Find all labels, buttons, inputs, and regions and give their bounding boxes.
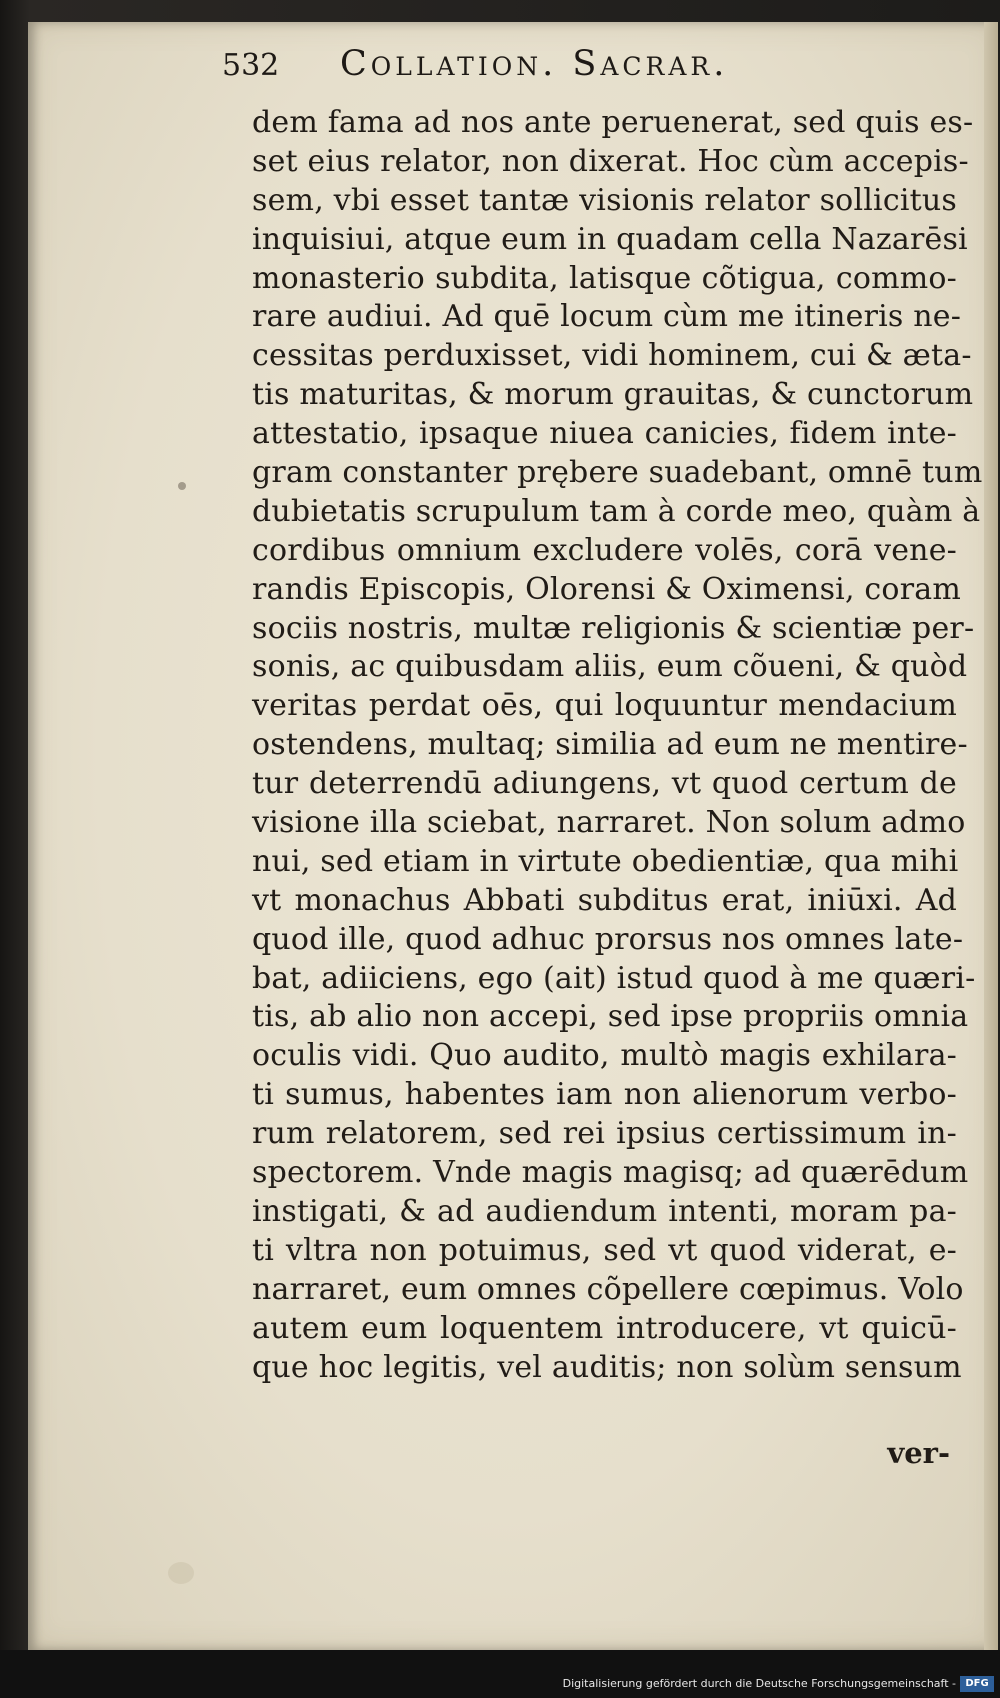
text-line: oculis vidi. Quo audito, multò magis exhilara- [252,1038,957,1074]
text-line: rum relatorem, sed rei ipsius certissimum in- [252,1116,957,1152]
text-line: inquisiui, atque eum in quadam cella Nazarēsi [252,221,968,257]
ink-speck [178,482,186,490]
text-line: attestatio, ipsaque niuea canicies, fidem inte- [252,416,957,452]
funding-credit: Digitalisierung gefördert durch die Deutsche Forschungsgemeinschaft - [562,1677,956,1690]
text-line: tur deterrendū adiungens, vt quod certum de [252,766,957,802]
text-line: narraret, eum omnes cõpellere cœpimus. Volo [252,1271,964,1307]
body-text [252,104,983,1387]
text-line: quod ille, quod adhuc prorsus nos omnes late- [252,921,964,957]
text-line: spectorem. Vnde magis magisq; ad quærēdum [252,1155,969,1191]
text-line: veritas perdat oēs, qui loquuntur mendacium [252,688,957,724]
text-line: rare audiui. Ad quē locum cùm me itineris ne- [252,299,962,335]
text-line: dubietatis scrupulum tam à corde meo, quàm à [252,493,981,529]
text-line: sociis nostris, multæ religionis & scientiæ per- [252,610,975,646]
text-line: nui, sed etiam in virtute obedientiæ, qua mihi [252,843,959,879]
text-line: ostendens, multaq; similia ad eum ne mentire- [252,727,968,763]
text-line: randis Episcopis, Olorensi & Oximensi, coram [252,571,961,607]
text-line: instigati, & ad audiendum intenti, moram pa- [252,1193,957,1229]
paper-stain [168,1562,194,1584]
text-line: sem, vbi esset tantæ visionis relator sollicitus [252,182,957,218]
text-line: vt monachus Abbati subditus erat, iniūxi. Ad [252,882,957,918]
text-line: cordibus omnium excludere volēs, corā vene- [252,532,957,568]
text-line: cessitas perduxisset, vidi hominem, cui & ætа- [252,338,972,374]
text-line: tis maturitas, & morum grauitas, & cunctorum [252,377,974,413]
text-line: gram constanter prębere suadebant, omnē tum [252,455,983,491]
text-line: ti vltra non potuimus, sed vt quod viderat, e- [252,1232,957,1268]
catchword: ver- [887,1436,950,1470]
text-line: que hoc legitis, vel auditis; non solùm sensum [252,1349,962,1385]
text-line: bat, adiiciens, ego (ait) istud quod à me quæri- [252,960,976,996]
text-line: ti sumus, habentes iam non alienorum verbo- [252,1077,957,1113]
text-line: dem fama ad nos ante peruenerat, sed quis es- [252,105,974,140]
text-line: monasterio subdita, latisque cõtigua, commo- [252,260,957,296]
digitization-footer [0,1650,1000,1698]
page-header [222,44,942,94]
dfg-logo: DFG [960,1676,994,1692]
running-head: Collation. Sacrar. [340,44,729,84]
folio-number: 532 [222,48,280,83]
text-line: set eius relator, non dixerat. Hoc cùm accepis- [252,143,969,179]
text-line: tis, ab alio non accepi, sed ipse propriis omnia [252,999,969,1035]
page-edge [984,22,998,1650]
text-line: sonis, ac quibusdam aliis, eum cõueni, & quòd [252,649,968,685]
text-line: autem eum loquentem introducere, vt quicū- [252,1310,957,1346]
text-line: visione illa sciebat, narraret. Non solum admo [252,805,966,841]
